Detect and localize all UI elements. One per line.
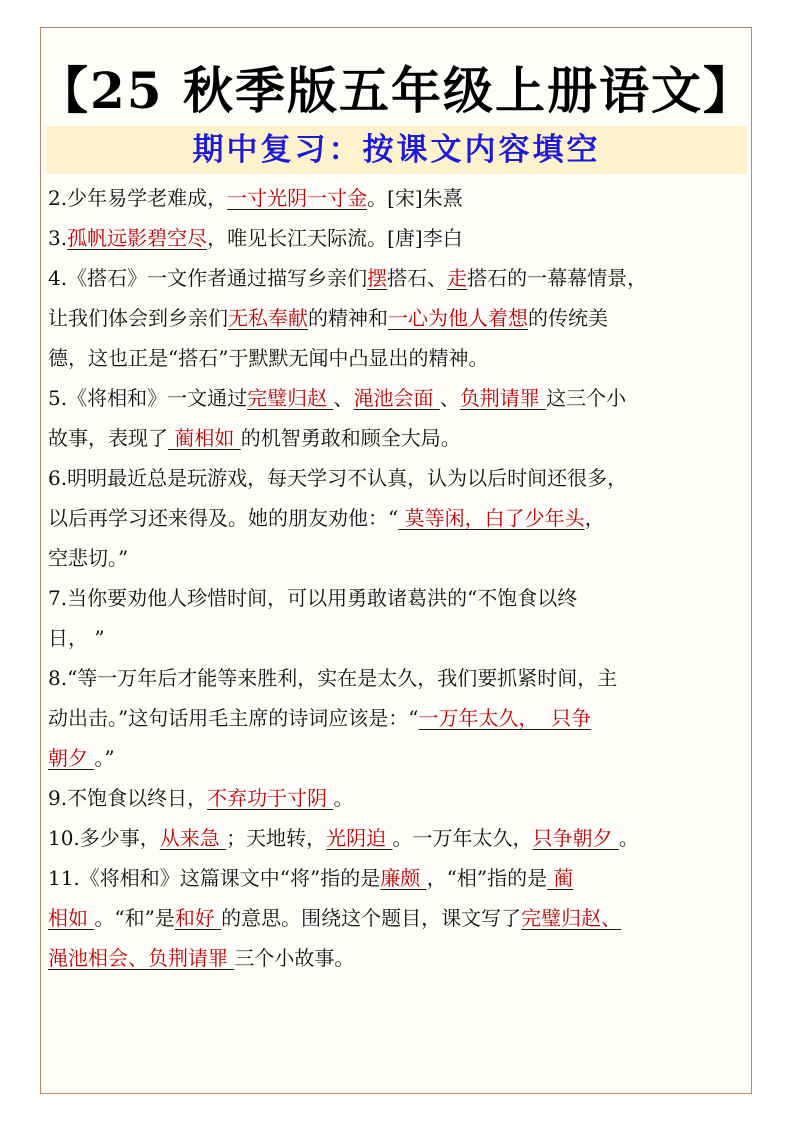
exercise-item-10 xyxy=(48,818,760,858)
answer-blank: 渑池会面 xyxy=(353,386,440,410)
document-title: 【25 秋季版五年级上册语文】 xyxy=(38,61,755,120)
answer-blank: 完璧归赵 xyxy=(247,386,334,410)
text-line xyxy=(48,378,760,418)
text-line xyxy=(48,418,760,458)
question-text: 的精神和 xyxy=(308,306,388,330)
text-line xyxy=(48,258,760,298)
text-line xyxy=(48,298,760,338)
question-text: 让我们体会到乡亲们 xyxy=(48,306,228,330)
subtitle: 期中复习：按课文内容填空 xyxy=(192,132,601,168)
question-text: 10.多少事， xyxy=(48,826,160,850)
question-text: 以后再学习还来得及。她的朋友劝他：“ xyxy=(48,506,399,530)
question-text: 。 xyxy=(333,786,354,810)
text-line xyxy=(48,178,760,218)
text-line xyxy=(48,698,760,738)
answer-blank: 朝夕 xyxy=(48,746,95,770)
text-line xyxy=(48,858,760,898)
question-text: ，唯见长江天际流。[唐]李白 xyxy=(207,226,463,250)
question-text: 。一万年太久， xyxy=(392,826,533,850)
exercise-item-4 xyxy=(48,258,760,378)
answer-blank: 蔺 xyxy=(547,866,574,890)
text-line xyxy=(48,458,760,498)
answer-blank: 完璧归赵、 xyxy=(521,906,622,930)
question-text: 、 xyxy=(439,386,460,410)
text-line xyxy=(48,818,760,858)
question-text: 2.少年易学老难成， xyxy=(48,186,228,210)
answer-blank: 孤帆远影碧空尽 xyxy=(67,226,208,250)
text-line xyxy=(48,658,760,698)
question-text: 的传统美 xyxy=(528,306,608,330)
question-text: 9.不饱食以终日， xyxy=(48,786,208,810)
text-line xyxy=(48,578,760,618)
question-text: 日， ” xyxy=(48,626,105,650)
answer-blank: 一心为他人着想 xyxy=(388,306,528,330)
question-text: ；天地转， xyxy=(226,826,327,850)
text-line xyxy=(48,938,760,978)
answer-blank: 莫等闲，白了少年头 xyxy=(398,506,585,530)
answer-blank: 和好 xyxy=(174,906,222,930)
answer-blank: 不弃功于寸阴 xyxy=(207,786,334,810)
answer-blank: 一万年太久， 只争 xyxy=(418,706,592,730)
question-text: 8.“等一万年后才能等来胜利，实在是太久，我们要抓紧时间，主 xyxy=(48,666,618,690)
question-text: 5.《将相和》一文通过 xyxy=(48,386,248,410)
question-text: ，“相”指的是 xyxy=(426,866,548,890)
exercise-item-8 xyxy=(48,658,760,778)
answer-blank: 一寸光阴一寸金 xyxy=(227,186,368,210)
exercise-item-5 xyxy=(48,378,760,458)
question-text: 。[宋]朱熹 xyxy=(367,186,463,210)
question-text: 3. xyxy=(48,226,68,250)
question-text: 这三个小 xyxy=(546,386,627,410)
question-text: 6.明明最近总是玩游戏，每天学习不认真，认为以后时间还很多， xyxy=(48,466,628,490)
question-text: 搭石的一幕幕情景， xyxy=(467,266,648,290)
text-line xyxy=(48,218,760,258)
answer-blank: 光阴迫 xyxy=(326,826,393,850)
answer-blank: 从来急 xyxy=(159,826,227,850)
answer-blank: 摆 xyxy=(367,266,388,290)
question-text: 德，这也正是“搭石”于默默无闻中凸显出的精神。 xyxy=(48,346,489,370)
answer-blank: 负荆请罪 xyxy=(459,386,547,410)
question-text: 三个小故事。 xyxy=(234,946,355,970)
answer-blank: 只争朝夕 xyxy=(532,826,619,850)
exercise-item-6 xyxy=(48,458,760,578)
text-line xyxy=(48,898,760,938)
question-text: 4.《搭石》一文作者通过描写乡亲们 xyxy=(48,266,368,290)
question-text: 。 xyxy=(618,826,639,850)
question-text: 7.当你要劝他人珍惜时间，可以用勇敢诸葛洪的“不饱食以终 xyxy=(48,586,578,610)
answer-blank: 蔺相如 xyxy=(168,426,241,450)
question-text: 。“和”是 xyxy=(94,906,175,930)
question-text: 的机智勇敢和顾全大局。 xyxy=(240,426,461,450)
exercise-item-2 xyxy=(48,178,760,218)
question-text: 。” xyxy=(94,746,115,770)
question-text: 故事，表现了 xyxy=(48,426,168,450)
exercise-item-3 xyxy=(48,218,760,258)
answer-blank: 相如 xyxy=(48,906,95,930)
question-text: ， xyxy=(584,506,605,530)
question-text: 11.《将相和》这篇课文中“将”指的是 xyxy=(48,866,381,890)
text-line xyxy=(48,778,760,818)
text-line xyxy=(48,538,760,578)
exercise-list xyxy=(48,178,760,978)
text-line xyxy=(48,738,760,778)
answer-blank: 走 xyxy=(447,266,468,290)
exercise-item-9 xyxy=(48,778,760,818)
question-text: 搭石、 xyxy=(387,266,448,290)
exercise-item-11 xyxy=(48,858,760,978)
text-line xyxy=(48,498,760,538)
answer-blank: 廉颇 xyxy=(380,866,427,890)
text-line xyxy=(48,618,760,658)
subtitle-banner xyxy=(46,126,747,174)
answer-blank: 无私奉献 xyxy=(228,306,308,330)
question-text: 动出击。”这句话用毛主席的诗词应该是：“ xyxy=(48,706,419,730)
text-line xyxy=(48,338,760,378)
question-text: 空悲切。” xyxy=(48,546,129,570)
exercise-item-7 xyxy=(48,578,760,658)
question-text: 的意思。围绕这个题目，课文写了 xyxy=(221,906,522,930)
question-text: 、 xyxy=(333,386,354,410)
answer-blank: 渑池相会、负荆请罪 xyxy=(48,946,235,970)
